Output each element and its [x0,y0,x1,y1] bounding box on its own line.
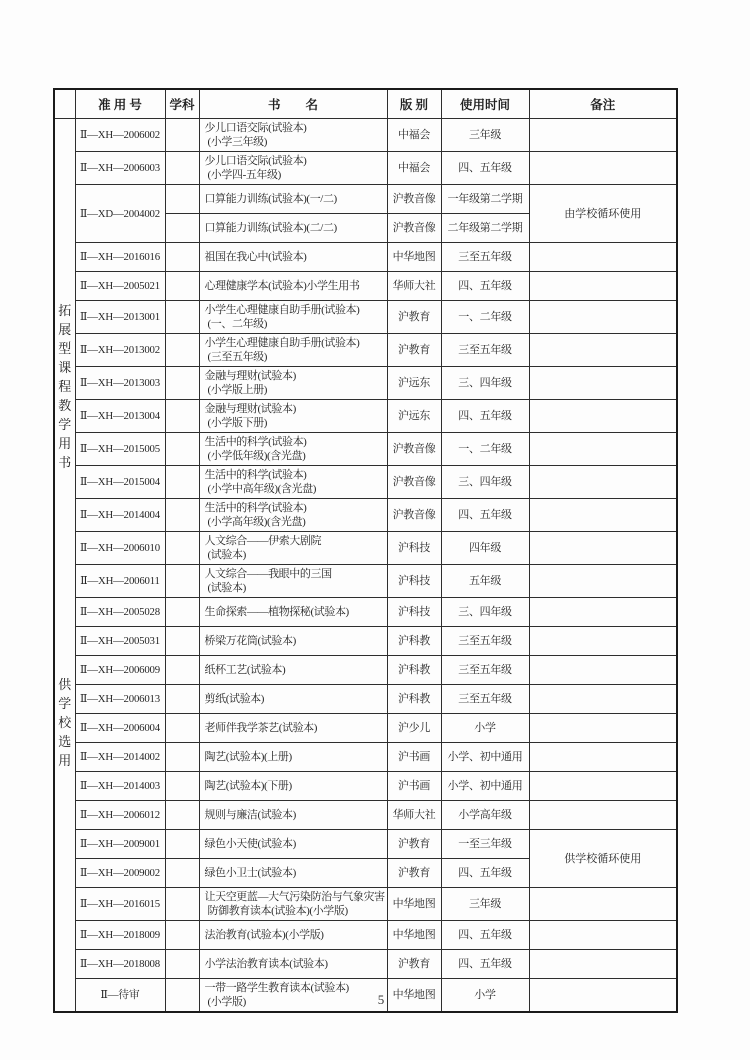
book-name-cell [199,433,387,466]
table-row [54,950,677,979]
subject-cell [165,743,199,772]
book-name-line: 金融与理财(试验本) [204,403,296,415]
table-row [54,466,677,499]
book-name-line: (小学低年级)(含光盘) [207,450,306,462]
approval-number-cell: Ⅱ—XH—2013001 [75,301,165,334]
approval-number-cell: Ⅱ—XH—2009002 [75,859,165,888]
approval-number-cell: Ⅱ—XH—2006013 [75,685,165,714]
approval-number-cell: Ⅱ—XH—2018009 [75,921,165,950]
publisher-cell: 沪科技 [387,532,441,565]
table-row [54,565,677,598]
approval-number-cell: Ⅱ—XH—2006011 [75,565,165,598]
remarks-cell [529,950,677,979]
book-name-cell [199,272,387,301]
table-row [54,400,677,433]
use-time-cell: 四年级 [441,532,529,565]
book-name-cell [199,830,387,859]
remarks-cell [529,152,677,185]
approval-number-cell: Ⅱ—XH—2015004 [75,466,165,499]
use-time-cell: 小学 [441,979,529,1013]
book-name-cell [199,565,387,598]
approval-number-cell: Ⅱ—XH—2006002 [75,119,165,152]
publisher-cell: 沪教育 [387,830,441,859]
remarks-cell [529,598,677,627]
remarks-cell [529,801,677,830]
remarks-cell [529,400,677,433]
remarks-cell [529,367,677,400]
book-name-line: (试验本) [207,582,246,594]
header-publisher: 版 别 [387,89,441,119]
publisher-cell: 华师大社 [387,272,441,301]
publisher-cell: 沪科技 [387,598,441,627]
subject-cell [165,272,199,301]
publisher-cell: 沪书画 [387,772,441,801]
use-time-cell: 小学、初中通用 [441,772,529,801]
book-name-cell [199,801,387,830]
approval-number-cell: Ⅱ—XH—2006004 [75,714,165,743]
book-name-line: 生命探索——植物探秘(试验本) [204,606,349,618]
book-name-cell [199,119,387,152]
use-time-cell: 三至五年级 [441,243,529,272]
book-name-cell [199,466,387,499]
book-name-cell [199,888,387,921]
book-name-line: 小学生心理健康自助手册(试验本) [204,337,360,349]
book-name-line: (小学四-五年级) [207,169,281,181]
book-name-line: 让天空更蓝—大气污染防治与气象灾害 [204,891,385,903]
subject-cell [165,466,199,499]
publisher-cell: 沪教育 [387,950,441,979]
book-name-line: (三至五年级) [207,351,268,363]
table-row [54,334,677,367]
book-name-line: 口算能力训练(试验本)(一/二) [204,193,337,205]
use-time-cell: 四、五年级 [441,400,529,433]
approval-number-cell: Ⅱ—XH—2006009 [75,656,165,685]
subject-cell [165,532,199,565]
header-use-time: 使用时间 [441,89,529,119]
subject-cell [165,243,199,272]
book-name-cell [199,334,387,367]
publisher-cell: 中福会 [387,119,441,152]
book-name-cell [199,185,387,214]
subject-cell [165,433,199,466]
approval-number-cell: Ⅱ—XH—2016016 [75,243,165,272]
use-time-cell: 四、五年级 [441,950,529,979]
publisher-cell: 沪教音像 [387,499,441,532]
publisher-cell: 华师大社 [387,801,441,830]
side-label-school-selection: 供学校选用 [58,677,72,768]
subject-cell [165,301,199,334]
book-name-line: 陶艺(试验本)(上册) [204,751,292,763]
remarks-cell [529,433,677,466]
subject-cell [165,185,199,214]
remarks-cell [529,921,677,950]
table-row [54,367,677,400]
book-name-line: 剪纸(试验本) [204,693,265,705]
use-time-cell: 五年级 [441,565,529,598]
header-corner-cell [54,89,75,119]
publisher-cell: 沪教育 [387,859,441,888]
subject-cell [165,565,199,598]
publisher-cell: 沪教音像 [387,214,441,243]
book-name-line: 生活中的科学(试验本) [204,469,307,481]
book-name-line: (试验本) [207,549,246,561]
subject-cell [165,801,199,830]
table-row [54,714,677,743]
subject-cell [165,499,199,532]
publisher-cell: 中华地图 [387,888,441,921]
publisher-cell: 沪科教 [387,656,441,685]
remarks-cell [529,685,677,714]
book-name-cell [199,301,387,334]
publisher-cell: 沪书画 [387,743,441,772]
book-name-line: (小学三年级) [207,136,268,148]
use-time-cell: 三至五年级 [441,656,529,685]
book-name-line: 纸杯工艺(试验本) [204,664,286,676]
use-time-cell: 三至五年级 [441,627,529,656]
approval-number-cell: Ⅱ—XH—2016015 [75,888,165,921]
subject-cell [165,685,199,714]
table-row [54,830,677,859]
remarks-cell [529,714,677,743]
book-name-line: 少儿口语交际(试验本) [204,155,307,167]
use-time-cell: 三至五年级 [441,685,529,714]
use-time-cell: 三年级 [441,119,529,152]
table-row [54,921,677,950]
use-time-cell: 四、五年级 [441,152,529,185]
book-name-line: 口算能力训练(试验本)(二/二) [204,222,337,234]
book-name-line: 一带一路学生教育读本(试验本) [204,982,349,994]
table-row [54,152,677,185]
subject-cell [165,367,199,400]
publisher-cell: 沪教音像 [387,433,441,466]
table-row [54,272,677,301]
publisher-cell: 中福会 [387,152,441,185]
book-name-line: (小学高年级)(含光盘) [207,516,306,528]
remarks-cell [529,466,677,499]
book-name-line: 小学法治教育读本(试验本) [204,958,328,970]
subject-cell [165,334,199,367]
table-row [54,772,677,801]
remarks-cell [529,656,677,685]
subject-cell [165,859,199,888]
subject-cell [165,400,199,433]
subject-cell [165,627,199,656]
approval-number-cell: Ⅱ—XH—2005021 [75,272,165,301]
subject-cell [165,214,199,243]
book-name-line: 金融与理财(试验本) [204,370,296,382]
table-row [54,499,677,532]
page-number: 5 [377,992,385,1007]
book-name-cell [199,598,387,627]
book-name-cell [199,532,387,565]
use-time-cell: 三年级 [441,888,529,921]
table-row [54,685,677,714]
remarks-cell [529,772,677,801]
approval-number-cell: Ⅱ—XH—2014002 [75,743,165,772]
table-row [54,627,677,656]
use-time-cell: 三至五年级 [441,334,529,367]
table-body [54,119,677,1013]
subject-cell [165,598,199,627]
book-name-line: (小学中高年级)(含光盘) [207,483,316,495]
approval-number-cell: Ⅱ—XH—2015005 [75,433,165,466]
table-row [54,598,677,627]
book-name-cell [199,772,387,801]
book-name-line: 生活中的科学(试验本) [204,502,307,514]
use-time-cell: 一、二年级 [441,301,529,334]
header-remarks: 备注 [529,89,677,119]
subject-cell [165,714,199,743]
book-name-cell [199,743,387,772]
book-name-line: 少儿口语交际(试验本) [204,122,307,134]
remarks-cell [529,565,677,598]
publisher-cell: 沪科技 [387,565,441,598]
approval-number-cell: Ⅱ—XH—2005031 [75,627,165,656]
approval-number-cell: Ⅱ—XH—2013004 [75,400,165,433]
book-name-line: 桥梁万花筒(试验本) [204,635,296,647]
table-row [54,243,677,272]
approval-number-cell: Ⅱ—XH—2006012 [75,801,165,830]
book-name-line: (小学版) [207,996,246,1008]
book-name-cell [199,499,387,532]
approval-number-cell: Ⅱ—XH—2006003 [75,152,165,185]
book-name-cell [199,243,387,272]
publisher-cell: 沪远东 [387,367,441,400]
publisher-cell: 沪教音像 [387,185,441,214]
remarks-cell [529,532,677,565]
approval-number-cell: Ⅱ—XH—2013002 [75,334,165,367]
book-name-line: 防御教育读本(试验本)(小学版) [207,905,348,917]
table-row [54,656,677,685]
book-name-cell [199,367,387,400]
publisher-cell: 中华地图 [387,979,441,1013]
book-name-line: 法治教育(试验本)(小学版) [204,929,324,941]
book-name-cell [199,400,387,433]
book-name-line: 心理健康学本(试验本)小学生用书 [204,280,360,292]
use-time-cell: 二年级第二学期 [441,214,529,243]
remarks-cell [529,888,677,921]
book-name-cell [199,859,387,888]
subject-cell [165,888,199,921]
use-time-cell: 一、二年级 [441,433,529,466]
publisher-cell: 沪科教 [387,627,441,656]
publisher-cell: 沪科教 [387,685,441,714]
header-approval-number: 准 用 号 [75,89,165,119]
book-name-line: 绿色小卫士(试验本) [204,867,296,879]
book-name-cell [199,152,387,185]
use-time-cell: 四、五年级 [441,499,529,532]
table-header [54,89,677,119]
approval-number-cell: Ⅱ—XH—2009001 [75,830,165,859]
book-name-line: (小学版上册) [207,384,268,396]
remarks-cell [529,301,677,334]
book-name-line: 生活中的科学(试验本) [204,436,307,448]
subject-cell [165,119,199,152]
remarks-cell [529,499,677,532]
book-name-line: 规则与廉洁(试验本) [204,809,296,821]
book-name-cell [199,214,387,243]
remarks-cell [529,119,677,152]
remarks-cell [529,743,677,772]
side-label-cell [54,119,75,1013]
remarks-cell: 供学校循环使用 [529,830,677,888]
book-name-cell [199,921,387,950]
book-name-line: 绿色小天使(试验本) [204,838,296,850]
use-time-cell: 一年级第二学期 [441,185,529,214]
table-row [54,743,677,772]
use-time-cell: 小学、初中通用 [441,743,529,772]
table-row [54,119,677,152]
subject-cell [165,152,199,185]
book-name-cell [199,656,387,685]
book-name-line: (一、二年级) [207,318,268,330]
use-time-cell: 三、四年级 [441,367,529,400]
approval-number-cell: Ⅱ—XH—2014003 [75,772,165,801]
book-name-line: 小学生心理健康自助手册(试验本) [204,304,360,316]
book-name-line: 老师伴我学茶艺(试验本) [204,722,318,734]
publisher-cell: 沪教音像 [387,466,441,499]
subject-cell [165,830,199,859]
header-subject: 学科 [165,89,199,119]
book-name-line: 祖国在我心中(试验本) [204,251,307,263]
use-time-cell: 一至三年级 [441,830,529,859]
approval-number-cell: Ⅱ—XD—2004002 [75,185,165,243]
book-name-cell [199,627,387,656]
book-name-cell [199,714,387,743]
approval-number-cell: Ⅱ—XH—2006010 [75,532,165,565]
subject-cell [165,656,199,685]
table-row [54,888,677,921]
book-name-cell [199,685,387,714]
publisher-cell: 中华地图 [387,243,441,272]
subject-cell [165,950,199,979]
subject-cell [165,772,199,801]
remarks-cell: 由学校循环使用 [529,185,677,243]
book-name-line: 人文综合——伊索大剧院 [204,535,322,547]
use-time-cell: 四、五年级 [441,272,529,301]
table-row [54,532,677,565]
header-book-name: 书 名 [199,89,387,119]
table-row [54,185,677,214]
book-name-line: (小学版下册) [207,417,268,429]
publisher-cell: 沪教育 [387,301,441,334]
approval-number-cell: Ⅱ—XH—2005028 [75,598,165,627]
approval-number-cell: Ⅱ—待审 [75,979,165,1013]
use-time-cell: 四、五年级 [441,921,529,950]
publisher-cell: 沪教育 [387,334,441,367]
approval-number-cell: Ⅱ—XH—2013003 [75,367,165,400]
remarks-cell [529,627,677,656]
remarks-cell [529,243,677,272]
approval-number-cell: Ⅱ—XH—2018008 [75,950,165,979]
book-name-cell [199,950,387,979]
publisher-cell: 中华地图 [387,921,441,950]
remarks-cell [529,334,677,367]
use-time-cell: 三、四年级 [441,598,529,627]
side-label-expanded-courses: 拓展型课程教学用书 [58,303,72,470]
table-row [54,301,677,334]
use-time-cell: 四、五年级 [441,859,529,888]
header-row [54,89,677,119]
book-name-line: 人文综合——我眼中的三国 [204,568,332,580]
table-row [54,433,677,466]
book-name-line: 陶艺(试验本)(下册) [204,780,292,792]
remarks-cell [529,272,677,301]
use-time-cell: 小学高年级 [441,801,529,830]
subject-cell [165,921,199,950]
publisher-cell: 沪远东 [387,400,441,433]
approval-number-cell: Ⅱ—XH—2014004 [75,499,165,532]
textbook-approval-table [53,88,678,1013]
use-time-cell: 三、四年级 [441,466,529,499]
publisher-cell: 沪少儿 [387,714,441,743]
table-row [54,801,677,830]
use-time-cell: 小学 [441,714,529,743]
